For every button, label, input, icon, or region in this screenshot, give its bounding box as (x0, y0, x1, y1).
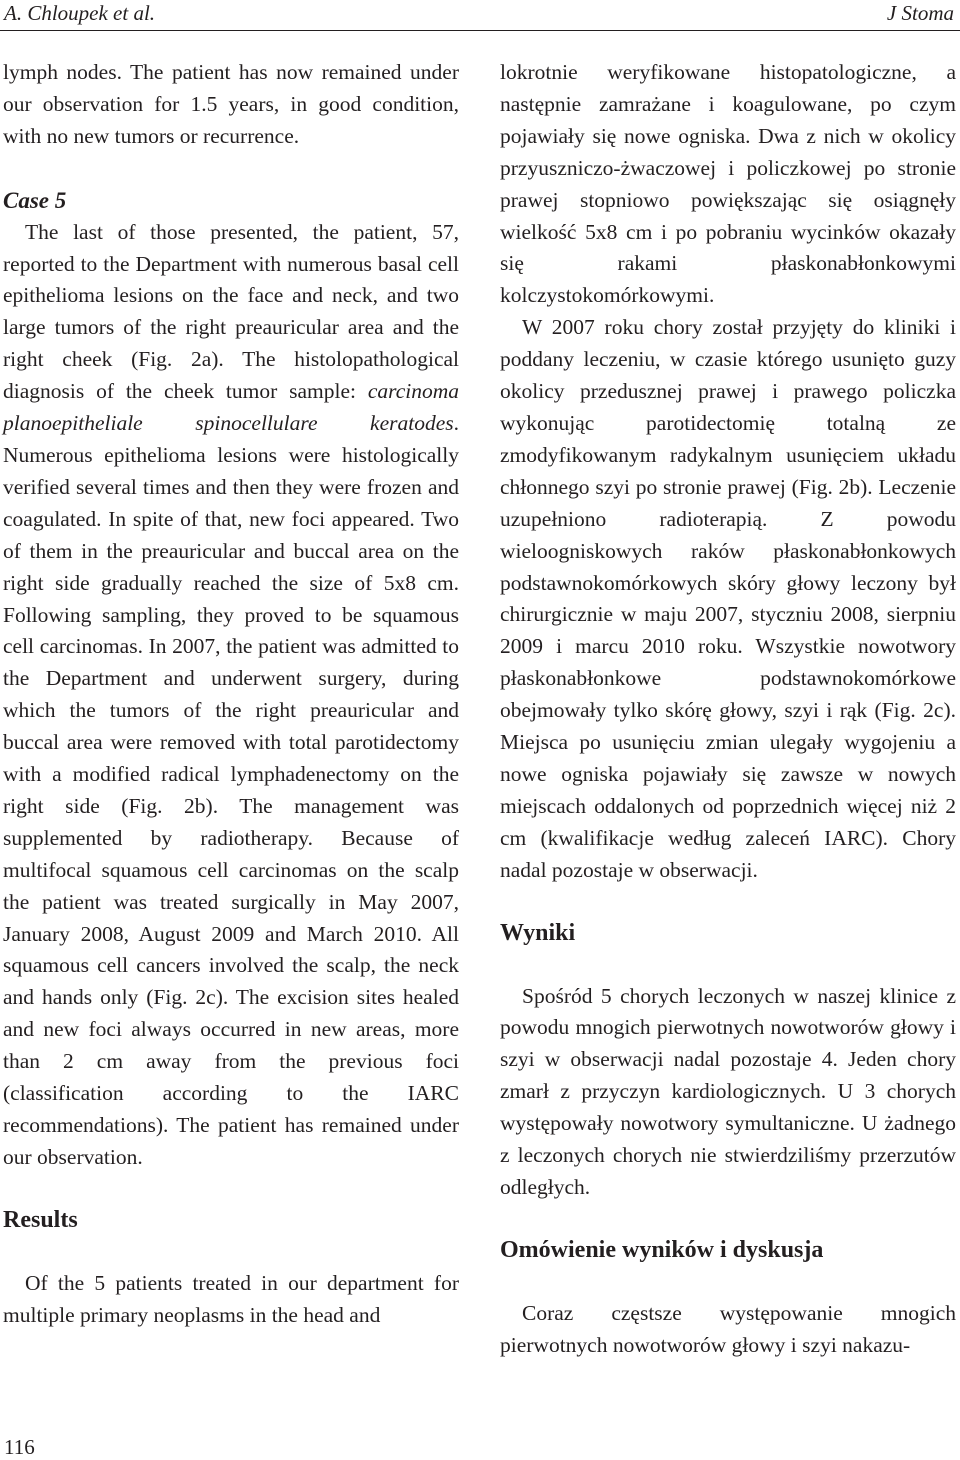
wyniki-heading: Wyniki (500, 919, 576, 946)
right-column (500, 57, 956, 1362)
spacer (3, 1236, 459, 1268)
running-head (0, 0, 960, 28)
case-5-text-part-1: The last of those presented, the patient, 57, reported to the Department with numerous basal cell epithelioma lesions on the face and neck, and two large tumors of the right preauricular area and the right cheek (Fig. 2a). The histolopathological diagnosis of the cheek tumor sample: (3, 219, 459, 404)
polish-paragraph-2: W 2007 roku chory został przyjęty do kliniki i poddany leczeniu, w czasie którego usunięto guzy okolicy przedusznej prawej i prawego policzka wykonując parotidectomię totalną ze zmodyfikowanym radykalnym usunięciem układu chłonnego szyi po stronie prawej (Fig. 2b). Leczenie uzupełniono radioterapią. Z powodu wieloogniskowych raków płaskonabłonkowych podstawnokomórkowych skóry głowy leczony był chirurgicznie w maju 2007, styczniu 2008, sierpniu 2009 i marcu 2010 roku. Wszystkie nowotwory płaskonabłonkowe podstawnokomórkowe obejmowały tylko skórę głowy, szyi i rąk (Fig. 2c). Miejsca po usunięciu zmian ulegały wygojeniu a nowe ogniska pojawiały się zawsze w nowych miejscach oddalonych od poprzednich więcej niż 2 cm (kwalifikacje według zaleceń IARC). Chory nadal pozostaje w obserwacji. (500, 315, 956, 882)
case-5-paragraph (3, 217, 459, 1174)
spacer (3, 1174, 459, 1204)
latin-diagnosis: carcinoma planoepitheliale spinocellulare keratodes (3, 379, 459, 436)
spacer (500, 1266, 956, 1298)
left-column (3, 57, 459, 1332)
results-paragraph: Of the 5 patients treated in our department for multiple primary neoplasms in the head and (3, 1270, 459, 1327)
wyniki-paragraph: Spośród 5 chorych leczonych w naszej klinice z powodu mnogich pierwotnych nowotworów głowy i szyi w obserwacji nadal pozostaje 4. Jeden chory zmarł z przyczyn kardiologicznych. U 3 chorych występowały nowotwory symultaniczne. U żadnego z leczonych chorych nie stwierdziliśmy przerzutów odległych. (500, 983, 956, 1199)
discussion-heading: Omówienie wyników i dyskusja (500, 1236, 824, 1263)
case-5-heading: Case 5 (3, 187, 67, 213)
spacer (3, 153, 459, 185)
running-head-journal: J Stoma (886, 1, 954, 25)
results-heading: Results (3, 1206, 78, 1233)
case-5-text-part-2: . Numerous epithelioma lesions were histologically verified several times and then they were frozen and coagulated. In spite of that, new foci appeared. Two of them in the preauricular and buccal area on the right side gradually reached the size of 5x8 cm. Following sampling, they proved to be squamous cell carcinomas. In 2007, the patient was admitted to the Department and underwent surgery, during which the tumors of the right preauricular and buccal area were removed with total parotidectomy with a modified radical lymphadenectomy on the right side (Fig. 2b). The management was supplemented by radiotherapy. Because of multifocal squamous cell carcinomas on the scalp the patient was treated surgically in May 2007, January 2008, August 2009 and March 2010. All squamous cell cancers involved the scalp, the neck and hands only (Fig. 2c). The excision sites healed and new foci always occurred in new areas, more than 2 cm away from the previous foci (classification according to the IARC recommendations). The patient has remained under our observation. (3, 411, 459, 1169)
discussion-paragraph: Coraz częstsze występowanie mnogich pierwotnych nowotworów głowy i szyi nakazu- (500, 1300, 956, 1357)
header-rule (0, 30, 960, 31)
spacer (500, 1204, 956, 1234)
spacer (500, 887, 956, 917)
intro-paragraph: lymph nodes. The patient has now remained under our observation for 1.5 years, in good condition, with no new tumors or recurrence. (3, 60, 459, 148)
running-head-authors: A. Chloupek et al. (4, 1, 156, 25)
page-number: 116 (4, 1435, 35, 1459)
spacer (500, 949, 956, 981)
polish-paragraph-1: lokrotnie weryfikowane histopatologiczne, a następnie zamrażane i koagulowane, po czym pojawiały się nowe ogniska. Dwa z nich w okolicy przyuszniczo-żwaczowej i policzkowej po stronie prawej stopniowo powiększając się osiągnęły wielkość 5x8 cm i po pobraniu wycinków okazały się rakami płaskonabłonkowymi kolczystokomórkowymi. (500, 60, 956, 308)
